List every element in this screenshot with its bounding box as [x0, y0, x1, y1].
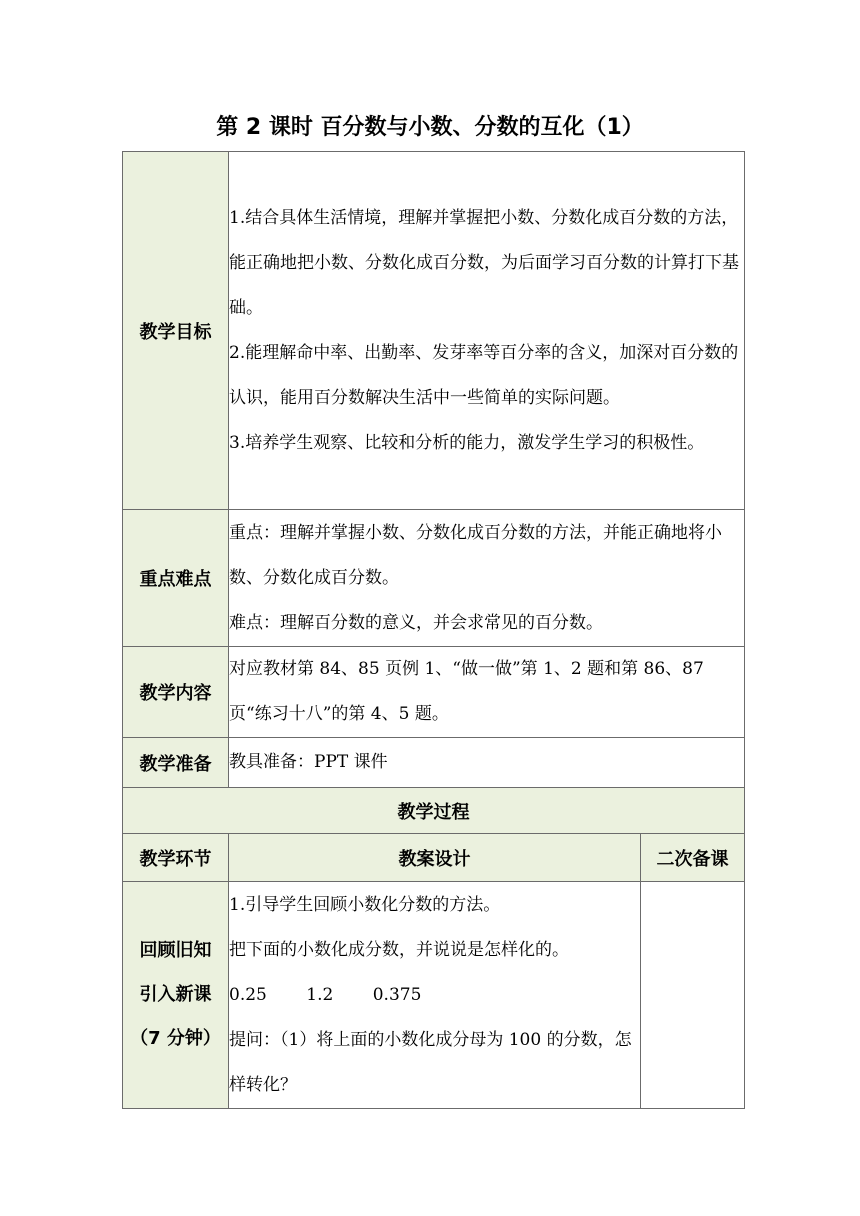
row-content	[123, 647, 745, 738]
header-notes: 二次备课	[641, 834, 745, 882]
row-goals	[123, 152, 745, 510]
stage-label	[123, 882, 229, 1109]
page-title: 第 2 课时 百分数与小数、分数的互化（1）	[216, 115, 644, 140]
row-process-headers	[123, 834, 745, 882]
stage-line: 引入新课	[139, 984, 212, 1005]
row-process-band	[123, 788, 745, 834]
stage-line: （7 分钟）	[130, 1028, 221, 1049]
focus-item: 难点：理解百分数的意义，并会求常见的百分数。	[229, 612, 603, 633]
header-design: 教案设计	[229, 834, 641, 882]
example-decimals	[229, 973, 640, 1018]
prep-text: 教具准备：PPT 课件	[229, 738, 745, 788]
stage-design	[229, 882, 641, 1109]
row-prep	[123, 738, 745, 788]
lesson-plan-table	[122, 151, 745, 1109]
content-label: 教学内容	[123, 647, 229, 738]
process-band: 教学过程	[123, 788, 745, 834]
example-value: 1.2	[306, 984, 334, 1005]
goal-item: 1.结合具体生活情境，理解并掌握把小数、分数化成百分数的方法，能正确地把小数、分数化成百分数，为后面学习百分数的计算打下基础。	[229, 207, 739, 318]
focus-content	[229, 510, 745, 647]
design-item: 把下面的小数化成分数，并说说是怎样化的。	[229, 939, 569, 960]
header-stage: 教学环节	[123, 834, 229, 882]
content-text: 对应教材第 84、85 页例 1、“做一做”第 1、2 题和第 86、87 页“练习十八”的第 4、5 题。	[229, 647, 745, 738]
goals-label: 教学目标	[123, 152, 229, 510]
focus-label: 重点难点	[123, 510, 229, 647]
stage-notes	[641, 882, 745, 1109]
goal-item: 3.培养学生观察、比较和分析的能力，激发学生学习的积极性。	[229, 432, 705, 453]
goals-content	[229, 152, 745, 510]
row-stage-1	[123, 882, 745, 1109]
stage-line: 回顾旧知	[139, 940, 212, 961]
example-value: 0.375	[372, 984, 422, 1005]
prep-label: 教学准备	[123, 738, 229, 788]
design-item: 1.引导学生回顾小数化分数的方法。	[229, 894, 501, 915]
row-focus	[123, 510, 745, 647]
example-value: 0.25	[229, 984, 267, 1005]
goal-item: 2.能理解命中率、出勤率、发芽率等百分率的含义，加深对百分数的认识，能用百分数解决生活中一些简单的实际问题。	[229, 342, 739, 408]
design-question: 提问：（1）将上面的小数化成分母为 100 的分数，怎样转化？	[229, 1029, 632, 1095]
focus-item: 重点：理解并掌握小数、分数化成百分数的方法，并能正确地将小数、分数化成百分数。	[229, 522, 722, 588]
